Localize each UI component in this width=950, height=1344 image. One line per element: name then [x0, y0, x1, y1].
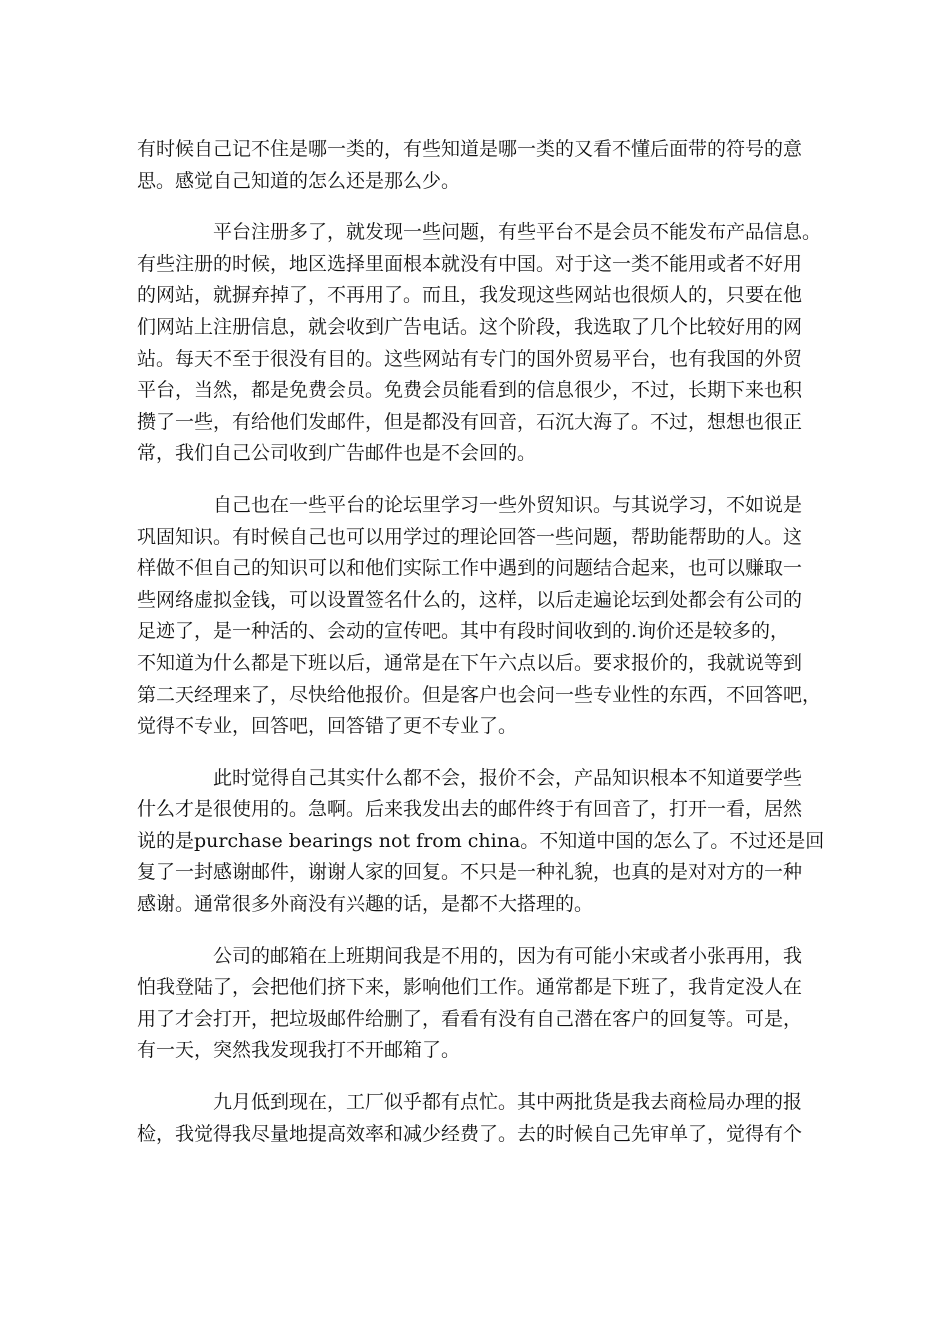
paragraph-1 [137, 134, 817, 197]
paragraph-5 [137, 941, 817, 1067]
paragraph-3 [137, 490, 822, 743]
text-line: 不知道为什么都是下班以后，通常是在下午六点以后。要求报价的，我就说等到 [137, 651, 803, 674]
paragraph-6 [137, 1087, 817, 1150]
text-line: 攒了一些，有给他们发邮件，但是都没有回音，石沉大海了。不过，想想也很正 [137, 410, 803, 433]
text-line: 什么才是很使用的。急啊。后来我发出去的邮件终于有回音了，打开一看，居然 [137, 798, 803, 821]
text-line: 自己也在一些平台的论坛里学习一些外贸知识。与其说学习，不如说是 [213, 493, 803, 516]
text-line: 足迹了，是一种活的、会动的宣传吧。其中有段时间收到的.询价还是较多的， [137, 620, 790, 643]
text-line: 感谢。通常很多外商没有兴趣的话，是都不大搭理的。 [137, 893, 594, 916]
text-line: 说的是purchase bearings not from china。不知道中国的怎么了。不过还是回 [137, 829, 825, 852]
paragraph-4 [137, 763, 825, 921]
text-line: 有些注册的时候，地区选择里面根本就没有中国。对于这一类不能用或者不好用 [137, 252, 803, 275]
paragraph-2 [137, 217, 822, 470]
text-line: 觉得不专业，回答吧，回答错了更不专业了。 [137, 715, 518, 738]
text-line: 此时觉得自己其实什么都不会，报价不会，产品知识根本不知道要学些 [213, 766, 803, 789]
text-line: 平台，当然，都是免费会员。免费会员能看到的信息很少，不过，长期下来也积 [137, 379, 803, 402]
text-line: 的网站，就摒弃掉了，不再用了。而且，我发现这些网站也很烦人的，只要在他 [137, 284, 803, 307]
text-line: 有一天，突然我发现我打不开邮箱了。 [137, 1039, 461, 1062]
text-line: 常，我们自己公司收到广告邮件也是不会回的。 [137, 442, 537, 465]
text-line: 思。感觉自己知道的怎么还是那么少。 [137, 169, 461, 192]
text-line: 用了才会打开，把垃圾邮件给删了，看看有没有自己潜在客户的回复等。可是， [137, 1007, 803, 1030]
text-line: 复了一封感谢邮件，谢谢人家的回复。不只是一种礼貌，也真的是对对方的一种 [137, 861, 803, 884]
text-line: 巩固知识。有时候自己也可以用学过的理论回答一些问题，帮助能帮助的人。这 [137, 525, 803, 548]
text-line: 第二天经理来了，尽快给他报价。但是客户也会问一些专业性的东西，不回答吧， [137, 683, 822, 706]
text-line: 们网站上注册信息，就会收到广告电话。这个阶段，我选取了几个比较好用的网 [137, 315, 803, 338]
document-body [137, 134, 825, 1170]
text-line: 检，我觉得我尽量地提高效率和减少经费了。去的时候自己先审单了，觉得有个 [137, 1122, 803, 1145]
text-line: 站。每天不至于很没有目的。这些网站有专门的国外贸易平台，也有我国的外贸 [137, 347, 803, 370]
text-line: 平台注册多了，就发现一些问题，有些平台不是会员不能发布产品信息。 [213, 221, 822, 244]
text-line: 些网络虚拟金钱，可以设置签名什么的，这样，以后走遍论坛到处都会有公司的 [137, 588, 803, 611]
text-line: 九月低到现在，工厂似乎都有点忙。其中两批货是我去商检局办理的报 [213, 1091, 803, 1114]
text-line: 有时候自己记不住是哪一类的，有些知道是哪一类的又看不懂后面带的符号的意 [137, 138, 803, 160]
text-line: 公司的邮箱在上班期间我是不用的，因为有可能小宋或者小张再用，我 [213, 944, 803, 967]
text-line: 样做不但自己的知识可以和他们实际工作中遇到的问题结合起来，也可以赚取一 [137, 557, 803, 580]
text-line: 怕我登陆了，会把他们挤下来，影响他们工作。通常都是下班了，我肯定没人在 [137, 976, 803, 999]
